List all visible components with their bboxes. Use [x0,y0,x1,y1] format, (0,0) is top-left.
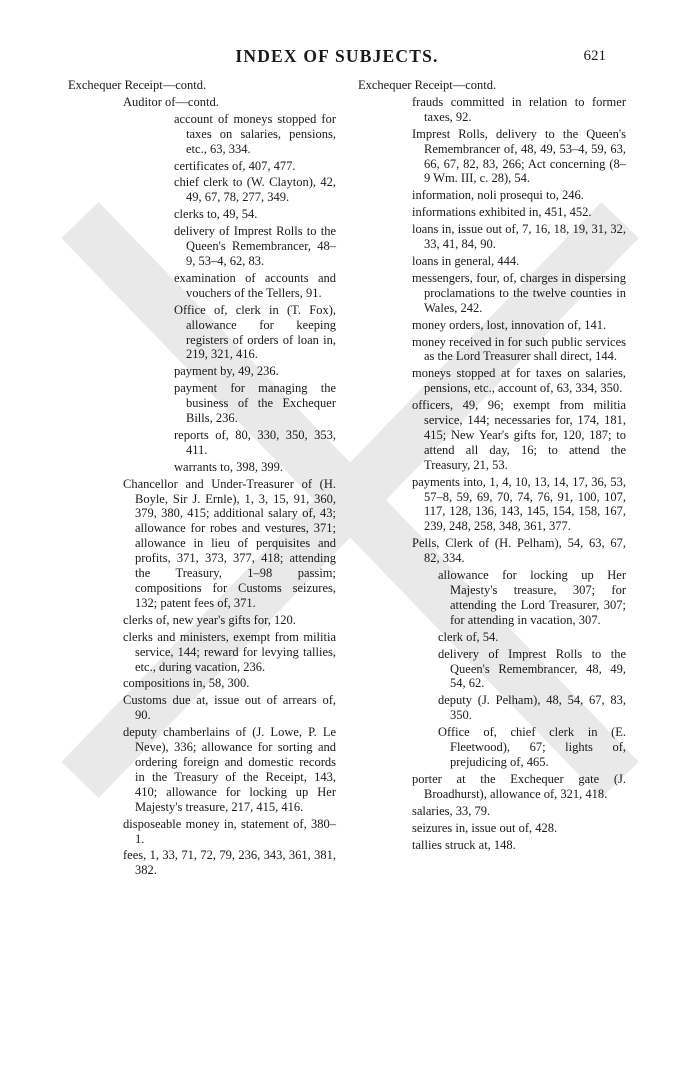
index-entry: delivery of Imprest Rolls to the Queen's Remembrancer, 48–9, 53–4, 62, 83. [174,224,336,268]
index-entry: Imprest Rolls, delivery to the Queen's Remembrancer of, 48, 49, 53–4, 59, 63, 66, 67, 82, 83, 266; Act concerning (8–9 Wm. III, c. 28), 54. [412,126,626,186]
index-entry: Customs due at, issue out of arrears of, 90. [123,693,336,723]
index-entry: loans in, issue out of, 7, 16, 18, 19, 31, 32, 33, 41, 84, 90. [412,222,626,252]
index-entry: money received in for such public services as the Lord Treasurer shall direct, 144. [412,334,626,364]
index-entry: Office of, chief clerk in (E. Fleetwood), 67; lights of, prejudicing of, 465. [438,725,626,769]
page-number: 621 [583,48,606,64]
index-entry: payments into, 1, 4, 10, 13, 14, 17, 36, 53, 57–8, 59, 69, 70, 74, 76, 91, 100, 107, 117, 128, 136, 143, 145, 154, 158, 167, 239, 248, 258, 348, 361, 377. [412,474,626,534]
index-entry: warrants to, 398, 399. [174,459,284,474]
index-entry: information, noli prosequi to, 246. [412,188,584,203]
index-entry: messengers, four, of, charges in dispersing proclamations to the twelve counties in Wales, 242. [412,270,626,315]
index-entry: Chancellor and Under-Treasurer of (H. Boyle, Sir J. Ernle), 1, 3, 15, 91, 360, 379, 380, 415; additional salary of, 43; allowance for robes and vestures, 371; allowance in lieu of perquisites and profits, 371, 373, 377, 418; attending the Treasury, 1–98 passim; compositions for Customs seizures, 132; patent fees of, 371. [123,476,336,610]
index-column-right [358,78,626,854]
index-entry: officers, 49, 96; exempt from militia service, 144; necessaries for, 174, 181, 415; New Year's gifts for, 120, 187; to attend all day, 16; to attend the Treasury, 21, 53. [412,398,626,472]
index-entry: fees, 1, 33, 71, 72, 79, 236, 343, 361, 381, 382. [123,848,336,878]
index-entry-heading: Exchequer Receipt—contd. [358,78,497,92]
index-entry: clerk of, 54. [438,629,499,644]
index-entry: clerks of, new year's gifts for, 120. [123,612,296,627]
index-column-left [68,78,336,880]
index-entry: delivery of Imprest Rolls to the Queen's Remembrancer, 48, 49, 54, 62. [438,646,626,691]
index-entry: payment by, 49, 236. [174,364,279,379]
index-entry: deputy chamberlains of (J. Lowe, P. Le Neve), 336; allowance for sorting and ordering foreign and domestic records in the Treasury of the Receipt, 143, 410; allowance for locking up Her Majesty's treasure, 217, 415, 416. [123,725,336,814]
index-entry: chief clerk to (W. Clayton), 42, 49, 67, 78, 277, 349. [174,175,336,205]
index-entry: moneys stopped at for taxes on salaries, pensions, etc., account of, 63, 334, 350. [412,366,626,396]
index-entry: payment for managing the business of the Exchequer Bills, 236. [174,381,336,426]
index-entry: certificates of, 407, 477. [174,158,296,173]
index-entry: clerks to, 49, 54. [174,207,258,222]
index-entry: informations exhibited in, 451, 452. [412,205,592,220]
index-entry: seizures in, issue out of, 428. [412,820,558,835]
index-entry: tallies struck at, 148. [412,837,516,852]
index-entry: compositions in, 58, 300. [123,676,250,691]
index-entry: loans in general, 444. [412,253,520,268]
index-entry: reports of, 80, 330, 350, 353, 411. [174,427,336,457]
index-entry: porter at the Exchequer gate (J. Broadhurst), allowance of, 321, 418. [412,771,626,801]
page-header [0,46,674,76]
index-entry: clerks and ministers, exempt from militia service, 144; reward for levying tallies, etc., during vacation, 236. [123,629,336,674]
index-entry: examination of accounts and vouchers of the Tellers, 91. [174,270,336,300]
index-entry: Office of, clerk in (T. Fox), allowance for keeping registers of orders of loan in, 219, 321, 416. [174,302,336,362]
index-entry: frauds committed in relation to former taxes, 92. [412,94,626,124]
index-entry: disposeable money in, statement of, 380–1. [123,816,336,846]
index-entry: account of moneys stopped for taxes on salaries, pensions, etc., 63, 334. [174,111,336,156]
index-entry: allowance for locking up Her Majesty's treasure, 307; for attending the Lord Treasurer, 307; for attending in vacation, 307. [438,568,626,627]
index-entry-heading: Exchequer Receipt—contd. [68,78,207,92]
index-entry: Pells, Clerk of (H. Pelham), 54, 63, 67, 82, 334. [412,536,626,566]
index-entry: deputy (J. Pelham), 48, 54, 67, 83, 350. [438,693,626,723]
index-entry: money orders, lost, innovation of, 141. [412,317,607,332]
index-entry-subheading: Auditor of—contd. [123,94,219,109]
page-title: INDEX OF SUBJECTS. [235,46,439,66]
index-entry: salaries, 33, 79. [412,803,491,818]
